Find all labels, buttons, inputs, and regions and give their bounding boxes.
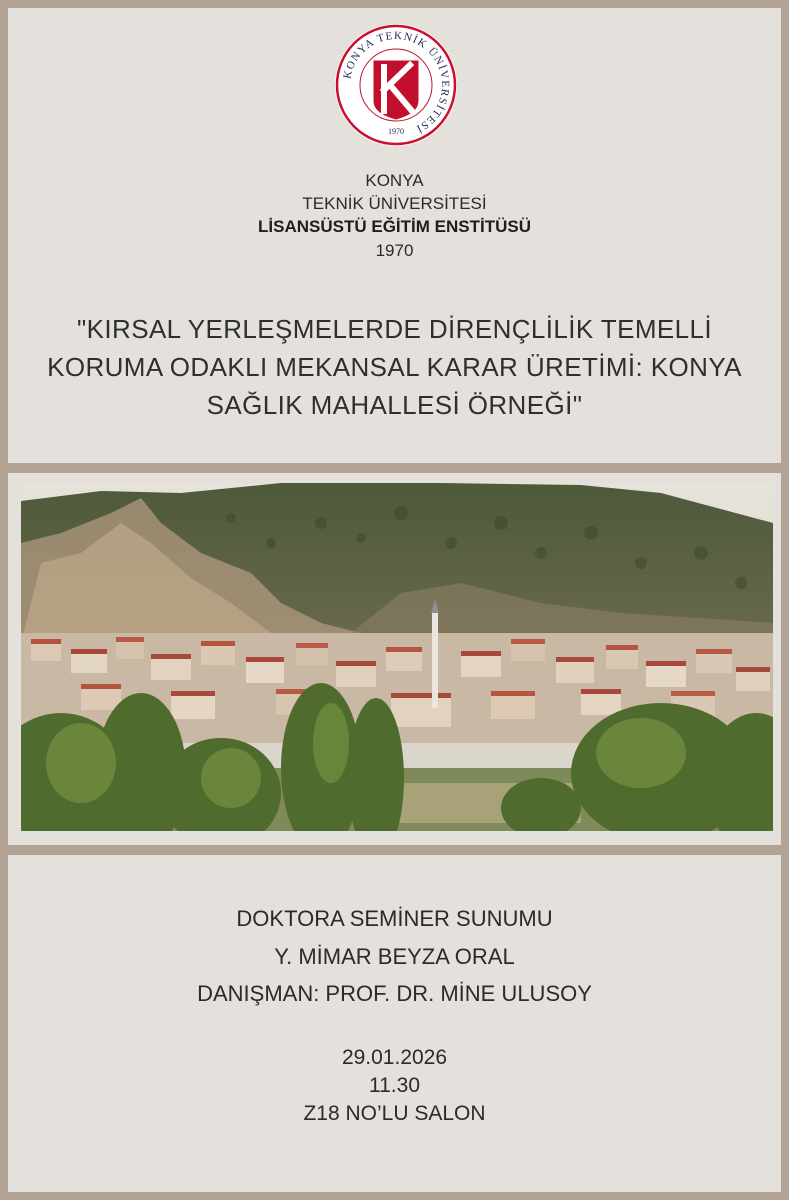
title-line-3: SAĞLIK MAHALLESİ ÖRNEĞİ" xyxy=(206,390,583,420)
presenter-name: Y. MİMAR BEYZA ORAL xyxy=(274,944,515,969)
event-time: 11.30 xyxy=(369,1074,420,1097)
advisor-name: DANIŞMAN: PROF. DR. MİNE ULUSOY xyxy=(197,981,592,1006)
title-line-1: "KIRSAL YERLEŞMELERDE DİRENÇLİLİK TEMELLİ xyxy=(77,314,712,344)
institution-line-3: LİSANSÜSTÜ EĞİTİM ENSTİTÜSÜ xyxy=(258,217,531,236)
minaret xyxy=(432,613,438,708)
university-logo xyxy=(334,23,458,147)
photo-frame xyxy=(8,473,781,845)
institution-year: 1970 xyxy=(375,241,414,260)
institution-line-1: KONYA xyxy=(365,171,424,190)
landscape-illustration xyxy=(21,483,773,831)
thesis-title xyxy=(30,310,759,424)
village-landscape-photo xyxy=(21,483,773,831)
event-type: DOKTORA SEMİNER SUNUMU xyxy=(236,906,553,931)
title-line-2: KORUMA ODAKLI MEKANSAL KARAR ÜRETİMİ: KONYA xyxy=(47,352,742,382)
event-date: 29.01.2026 xyxy=(341,1046,448,1069)
event-venue: Z18 NO’LU SALON xyxy=(303,1102,486,1125)
institution-line-2: TEKNİK ÜNİVERSİTESİ xyxy=(302,194,487,213)
logo-year: 1970 xyxy=(388,127,404,136)
logo-ring-text: KONYA TEKNİK ÜNİVERSİTESİ xyxy=(341,29,452,136)
